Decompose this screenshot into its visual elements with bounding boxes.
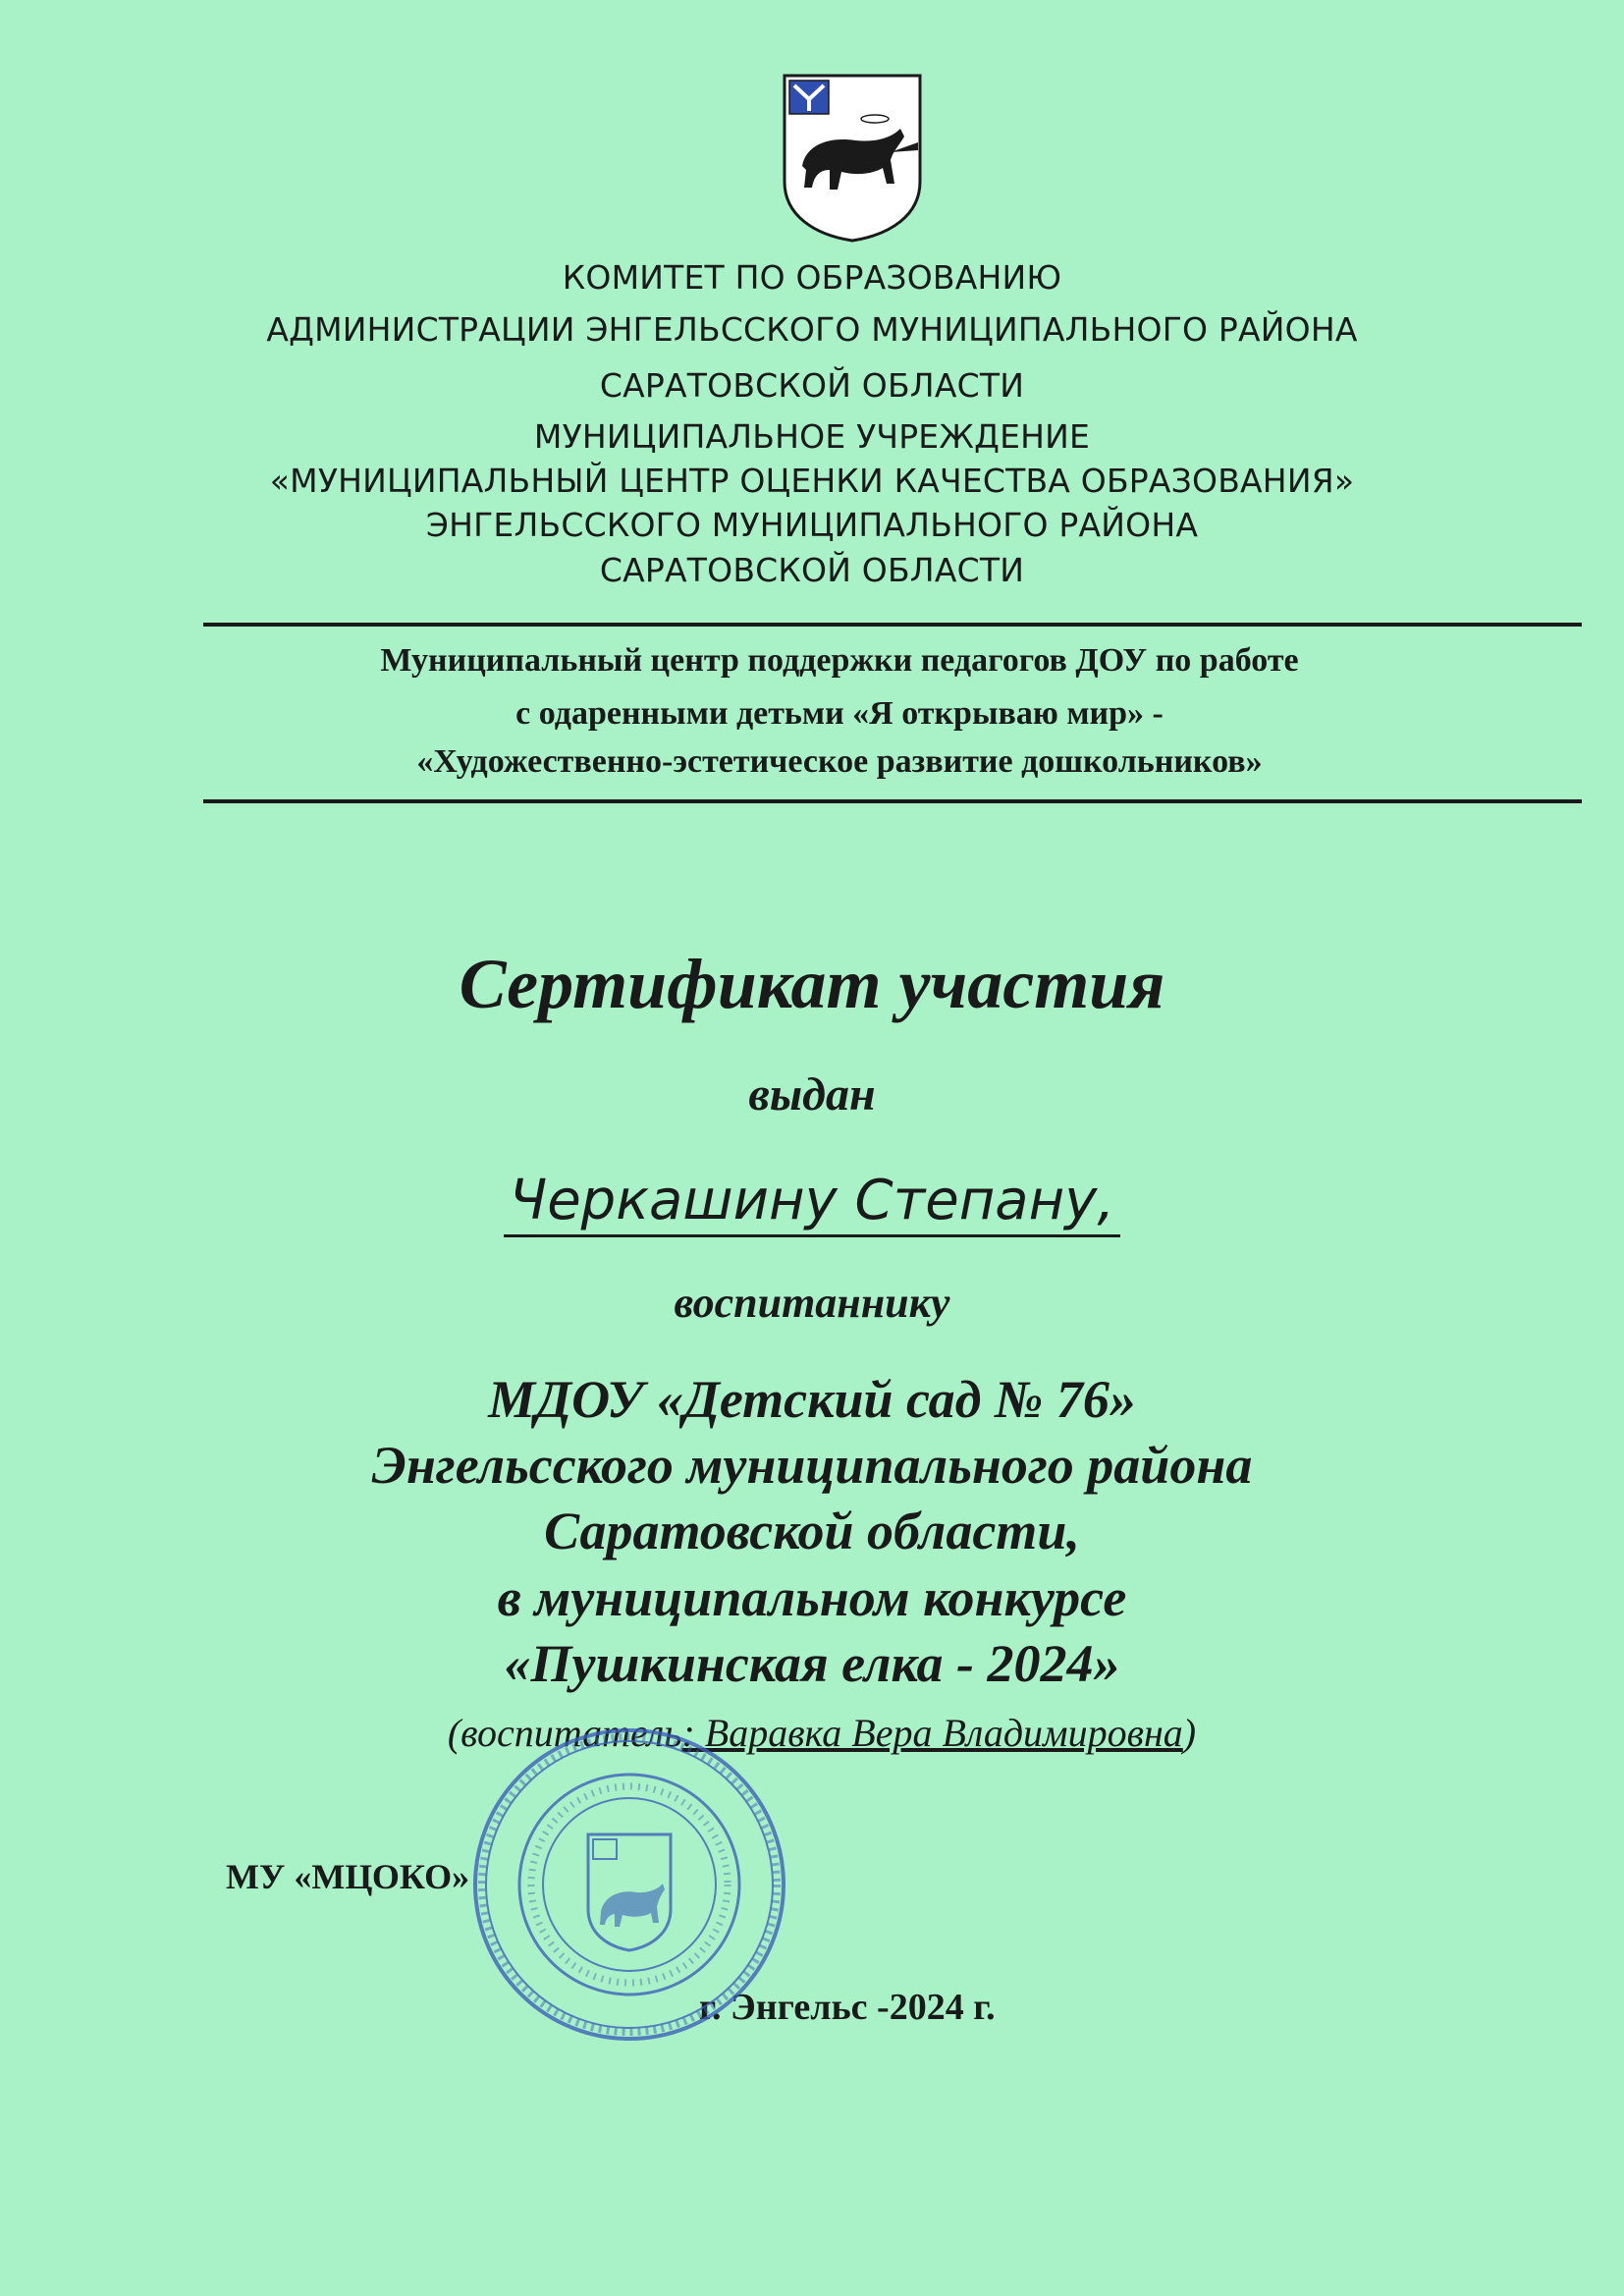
header-line-1: КОМИТЕТ ПО ОБРАЗОВАНИЮ xyxy=(562,258,1062,297)
contest-name: «Пушкинская елка - 2024» xyxy=(504,1634,1120,1693)
top-divider xyxy=(203,623,1582,627)
recipient-name-text: Черкашину Степану, xyxy=(504,1169,1120,1237)
issued-label: выдан xyxy=(748,1068,876,1121)
center-block-line-2: с одаренными детьми «Я открываю мир» - xyxy=(515,695,1164,732)
teacher-name: : Варавка Вера Владимировна xyxy=(681,1711,1183,1755)
bottom-divider xyxy=(203,799,1582,803)
institution-line-2: Энгельсского муниципального района xyxy=(371,1436,1253,1495)
official-round-seal-icon xyxy=(469,1724,789,2045)
teacher-line xyxy=(0,1709,1624,1758)
header-line-3: САРАТОВСКОЙ ОБЛАСТИ xyxy=(599,366,1025,405)
teacher-suffix: ) xyxy=(1182,1711,1197,1755)
center-block-line-1: Муниципальный центр поддержки педагогов ДОУ по работе xyxy=(380,642,1299,679)
header-line-2: АДМИНИСТРАЦИИ ЭНГЕЛЬССКОГО МУНИЦИПАЛЬНОГО РАЙОНА xyxy=(266,310,1358,349)
header-line-5: «МУНИЦИПАЛЬНЫЙ ЦЕНТР ОЦЕНКИ КАЧЕСТВА ОБРАЗОВАНИЯ» xyxy=(269,462,1355,500)
recipient-name xyxy=(0,1166,1624,1236)
role-label: воспитаннику xyxy=(674,1279,950,1327)
institution-line-1: МДОУ «Детский сад № 76» xyxy=(488,1370,1136,1429)
header-line-6: ЭНГЕЛЬССКОГО МУНИЦИПАЛЬНОГО РАЙОНА xyxy=(425,506,1199,544)
issuing-organization: МУ «МЦОКО» xyxy=(226,1857,470,1896)
header-line-4: МУНИЦИПАЛЬНОЕ УЧРЕЖДЕНИЕ xyxy=(533,417,1091,456)
institution-line-3: Саратовской области, xyxy=(544,1502,1080,1560)
center-block-line-3: «Художественно-эстетическое развитие дошкольников» xyxy=(416,743,1263,780)
saratov-coat-of-arms-icon xyxy=(781,72,924,243)
place-and-date: г. Энгельс -2024 г. xyxy=(699,1987,996,2028)
teacher-prefix: (воспитатель xyxy=(447,1711,682,1755)
header-line-7: САРАТОВСКОЙ ОБЛАСТИ xyxy=(599,551,1025,589)
institution-line-4: в муниципальном конкурсе xyxy=(497,1568,1127,1627)
certificate-title: Сертификат участия xyxy=(459,945,1165,1023)
